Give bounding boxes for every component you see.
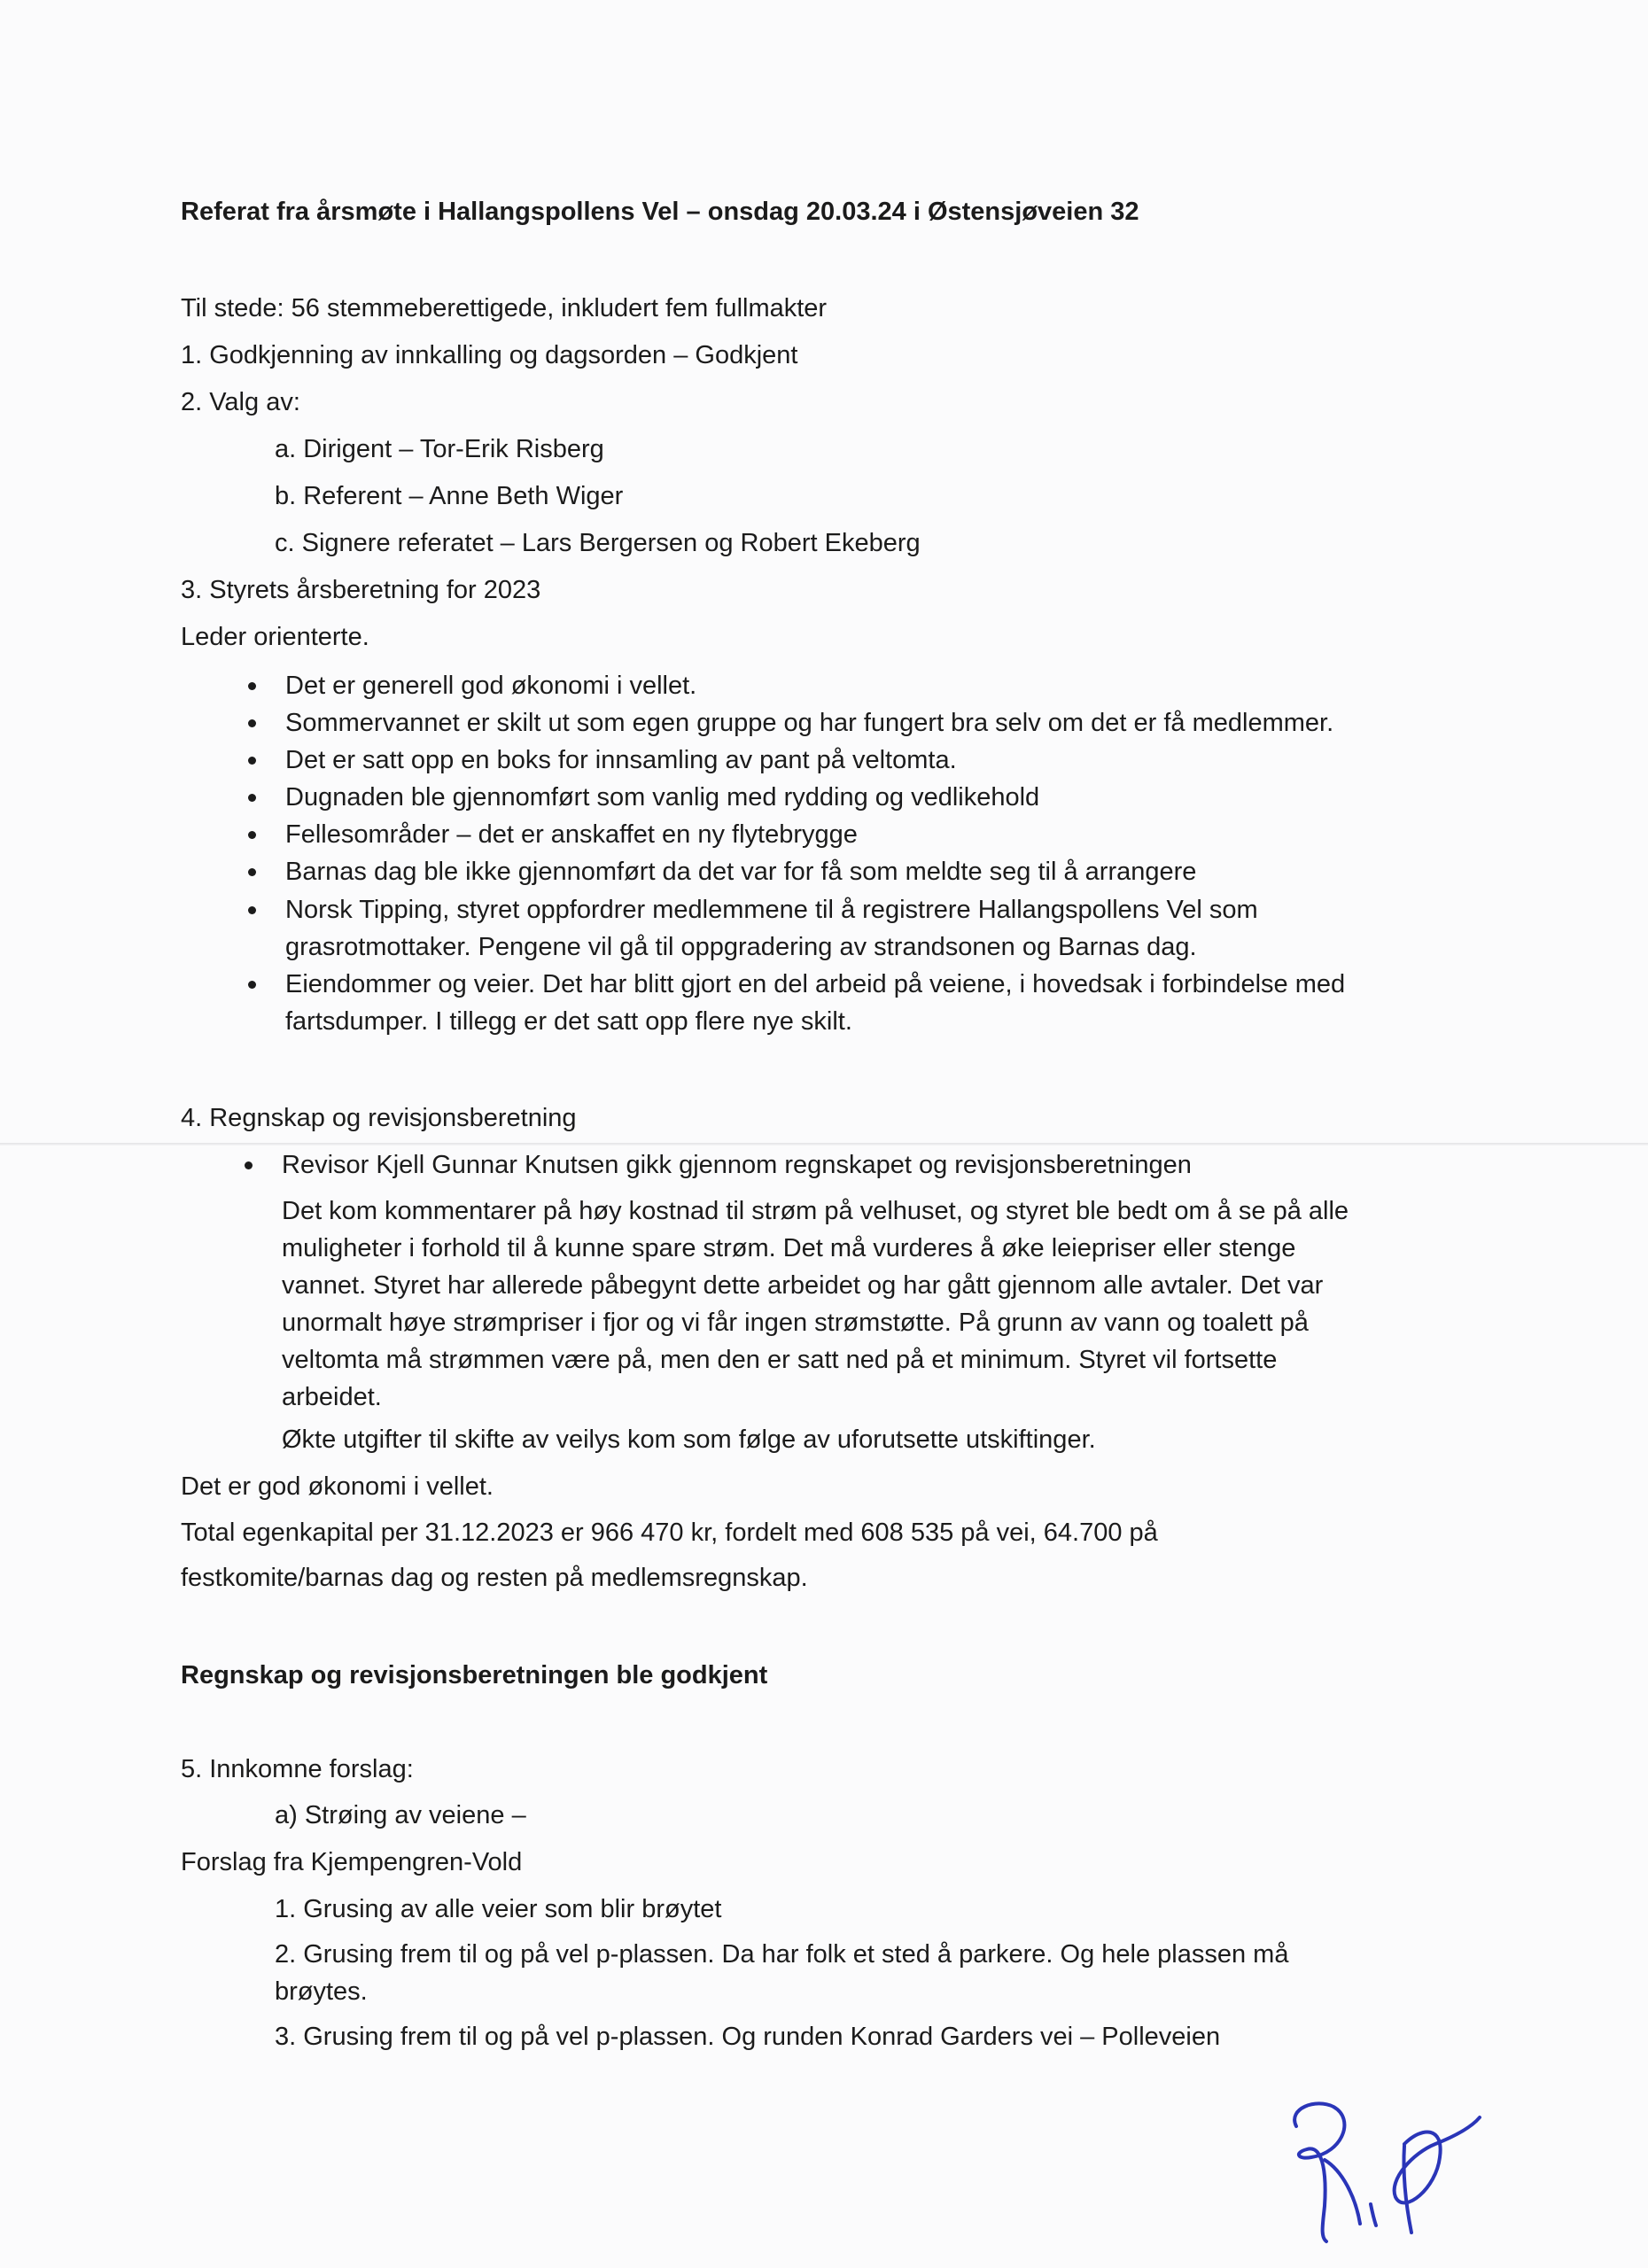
list-item-continuation: fartsdumper. I tillegg er det satt opp flere nye skilt. bbox=[285, 1007, 852, 1036]
list-item: Det er satt opp en boks for innsamling av pant på veltomta. bbox=[285, 746, 957, 774]
list-item: Sommervannet er skilt ut som egen gruppe og har fungert bra selv om det er få medlemmer. bbox=[285, 709, 1334, 737]
list-item: Fellesområder – det er anskaffet en ny flytebrygge bbox=[285, 820, 858, 849]
item-5-heading: 5. Innkomne forslag: bbox=[181, 1755, 414, 1783]
proposal-line: 2. Grusing frem til og på vel p-plassen. Da har folk et sted å parkere. Og hele plassen må bbox=[275, 1940, 1289, 1969]
attendance-line: Til stede: 56 stemmeberettigede, inkludert fem fullmakter bbox=[181, 294, 828, 322]
item-1: 1. Godkjenning av innkalling og dagsorden – Godkjent bbox=[181, 341, 798, 369]
economy-line: Det er god økonomi i vellet. bbox=[181, 1472, 494, 1501]
paragraph-line: vannet. Styret har allerede påbegynt dette arbeidet og har gått gjennom alle avtaler. Det var bbox=[282, 1271, 1324, 1300]
signature bbox=[1271, 2091, 1484, 2246]
paragraph-line: muligheter i forhold til å kunne spare strøm. Det må vurderes å øke leiepriser eller stenge bbox=[282, 1234, 1296, 1262]
equity-line: festkomite/barnas dag og resten på medlemsregnskap. bbox=[181, 1564, 808, 1592]
list-item: Norsk Tipping, styret oppfordrer medlemmene til å registrere Hallangspollens Vel som bbox=[285, 896, 1258, 924]
item-2c: c. Signere referatet – Lars Bergersen og Robert Ekeberg bbox=[275, 529, 921, 557]
list-item: Eiendommer og veier. Det har blitt gjort en del arbeid på veiene, i hovedsak i forbindelse med bbox=[285, 970, 1346, 998]
list-item: Revisor Kjell Gunnar Knutsen gikk gjennom regnskapet og revisjonsberetningen bbox=[282, 1151, 1192, 1179]
paragraph-line: arbeidet. bbox=[282, 1383, 382, 1411]
list-item-continuation: grasrotmottaker. Pengene vil gå til oppgradering av strandsonen og Barnas dag. bbox=[285, 933, 1197, 961]
list-item: Dugnaden ble gjennomført som vanlig med rydding og vedlikehold bbox=[285, 783, 1040, 812]
proposal-line: brøytes. bbox=[275, 1977, 368, 2006]
proposal-line: 1. Grusing av alle veier som blir brøytet bbox=[275, 1895, 722, 1923]
paper-fold bbox=[0, 1143, 1648, 1146]
item-3-heading: 3. Styrets årsberetning for 2023 bbox=[181, 576, 541, 604]
paragraph-line: veltomta må strømmen være på, men den er satt ned på et minimum. Styret vil fortsette bbox=[282, 1346, 1278, 1374]
document-title: Referat fra årsmøte i Hallangspollens Vel – onsdag 20.03.24 i Østensjøveien 32 bbox=[181, 198, 1139, 226]
proposal-line: 3. Grusing frem til og på vel p-plassen. Og runden Konrad Garders vei – Polleveien bbox=[275, 2023, 1221, 2051]
list-item: Barnas dag ble ikke gjennomført da det var for få som meldte seg til å arrangere bbox=[285, 858, 1197, 886]
approval-heading: Regnskap og revisjonsberetningen ble godkjent bbox=[181, 1661, 768, 1689]
equity-line: Total egenkapital per 31.12.2023 er 966 470 kr, fordelt med 608 535 på vei, 64.700 på bbox=[181, 1518, 1158, 1547]
item-5a: a) Strøing av veiene – bbox=[275, 1801, 526, 1829]
item-2-heading: 2. Valg av: bbox=[181, 388, 300, 416]
list-item: Det er generell god økonomi i vellet. bbox=[285, 672, 697, 700]
item-3-intro: Leder orienterte. bbox=[181, 623, 369, 651]
proposal-source: Forslag fra Kjempengren-Vold bbox=[181, 1848, 523, 1876]
item-2b: b. Referent – Anne Beth Wiger bbox=[275, 482, 624, 510]
paragraph-line: unormalt høye strømpriser i fjor og vi får ingen strømstøtte. På grunn av vann og toalett på bbox=[282, 1309, 1309, 1337]
item-2a: a. Dirigent – Tor-Erik Risberg bbox=[275, 435, 604, 463]
paragraph-line: Økte utgifter til skifte av veilys kom som følge av uforutsette utskiftinger. bbox=[282, 1425, 1096, 1454]
paragraph-line: Det kom kommentarer på høy kostnad til strøm på velhuset, og styret ble bedt om å se på alle bbox=[282, 1197, 1349, 1225]
item-4-heading: 4. Regnskap og revisjonsberetning bbox=[181, 1104, 577, 1132]
